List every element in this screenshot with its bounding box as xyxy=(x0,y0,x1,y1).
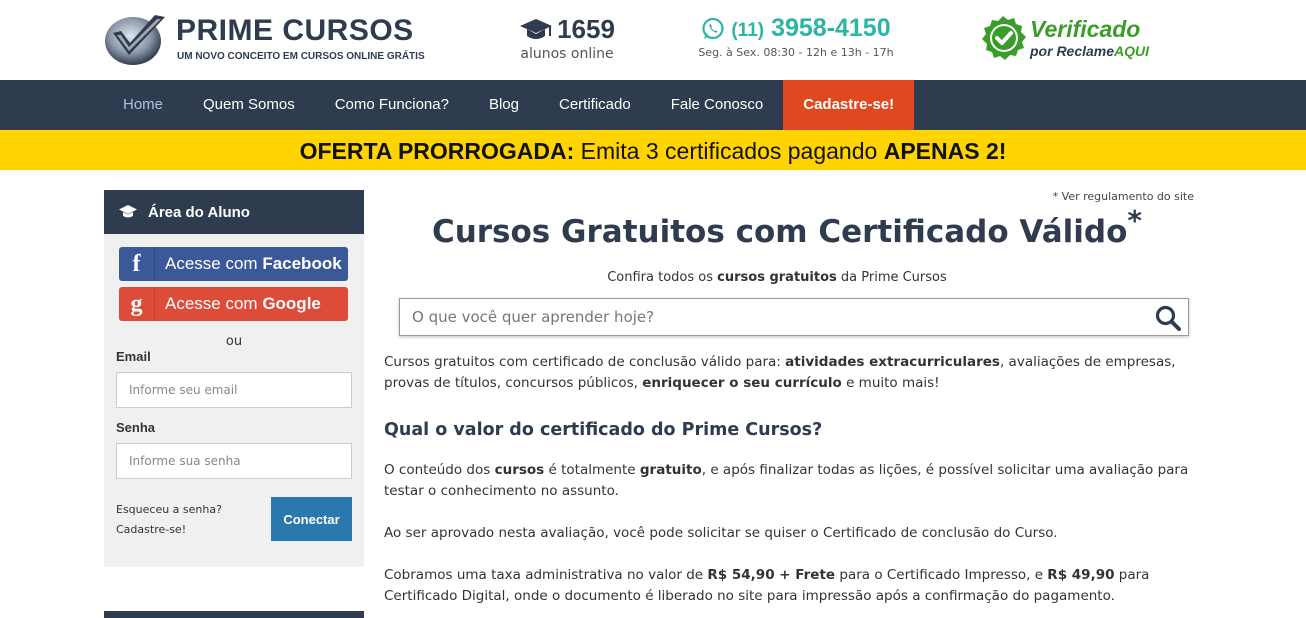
forgot-password-link[interactable]: Esqueceu a senha? xyxy=(116,503,222,516)
course-search xyxy=(399,298,1189,336)
certificate-value-heading: Qual o valor do certificado do Prime Cursos? xyxy=(384,420,823,440)
page-subtitle: Confira todos os cursos gratuitos da Prime Cursos xyxy=(607,270,947,285)
nav-como-funciona[interactable]: Como Funciona? xyxy=(334,96,449,113)
verified-brand: AQUI xyxy=(1114,43,1150,59)
title-asterisk: * xyxy=(1127,204,1143,237)
login-button[interactable]: Conectar xyxy=(271,497,352,541)
verified-by: por Reclame xyxy=(1030,43,1115,59)
nav-certificado[interactable]: Certificado xyxy=(558,96,631,113)
logo-title: PRIME CURSOS xyxy=(176,14,414,47)
email-field[interactable] xyxy=(116,372,352,408)
verified-subtitle xyxy=(1030,43,1149,59)
site-header xyxy=(0,0,1306,80)
intro-paragraph: Cursos gratuitos com certificado de conclusão válido para: atividades extracurriculares, avaliações de empresas, provas de títulos, concursos públicos, enriquecer o seu currículo e muito mais! xyxy=(384,354,1176,391)
graduation-cap-icon xyxy=(118,204,138,220)
whatsapp-icon xyxy=(701,17,725,41)
register-link[interactable]: Cadastre-se! xyxy=(116,523,187,536)
nav-cadastre-se[interactable]: Cadastre-se! xyxy=(783,80,914,130)
online-counter xyxy=(512,14,622,62)
nav-home[interactable]: Home xyxy=(123,96,164,113)
or-separator: ou xyxy=(225,334,243,349)
student-area-panel xyxy=(104,190,364,618)
search-icon[interactable] xyxy=(1154,304,1182,332)
account-links xyxy=(116,500,222,540)
site-logo[interactable] xyxy=(103,11,433,69)
logo-tagline: UM NOVO CONCEITO EM CURSOS ONLINE GRÁTIS xyxy=(177,51,425,62)
search-input[interactable] xyxy=(400,299,1140,335)
page-title: Cursos Gratuitos com Certificado Válido* xyxy=(431,204,1143,250)
promo-banner[interactable] xyxy=(0,130,1306,170)
google-icon: g xyxy=(119,287,155,321)
password-label: Senha xyxy=(116,420,156,435)
verified-title: Verificado xyxy=(1030,16,1141,42)
google-login-label: Acesse com Google xyxy=(165,294,321,313)
approval-paragraph: Ao ser aprovado nesta avaliação, você pode solicitar se quiser o Certificado de conclusão do Curso. xyxy=(384,525,1058,541)
content-paragraph: O conteúdo dos cursos é totalmente gratuito, e após finalizar todas as lições, é possível solicitar uma avaliação para testar o conhecimento no assunto. xyxy=(384,462,1189,499)
phone-number: 3958-4150 xyxy=(771,14,891,42)
phone-contact[interactable] xyxy=(696,14,896,59)
check-badge-icon xyxy=(978,14,1028,64)
phone-area: (11) xyxy=(731,20,765,41)
facebook-login-label: Acesse com Facebook xyxy=(165,254,342,273)
sidebar-gap xyxy=(104,567,364,611)
google-login-button[interactable] xyxy=(119,287,348,321)
facebook-login-button[interactable] xyxy=(119,247,348,281)
online-label: alunos online xyxy=(520,46,614,62)
password-field[interactable] xyxy=(116,443,352,479)
sidebar-next-panel xyxy=(104,611,364,618)
facebook-icon: f xyxy=(119,247,155,281)
graduation-cap-icon xyxy=(519,16,553,44)
logo-emblem-icon xyxy=(103,11,169,67)
fee-paragraph: Cobramos uma taxa administrativa no valor de R$ 54,90 + Frete para o Certificado Impresso, e R$ 49,90 para Certificado Digital, onde o documento é liberado no site para impressão após a confirmação do pagamento. xyxy=(384,567,1150,604)
promo-middle: Emita 3 certificados pagando xyxy=(574,138,884,164)
nav-fale-conosco[interactable]: Fale Conosco xyxy=(670,96,764,113)
nav-quem-somos[interactable]: Quem Somos xyxy=(203,96,295,113)
promo-highlight: APENAS 2! xyxy=(883,138,1007,164)
verified-badge[interactable] xyxy=(978,14,1168,66)
student-area-title: Área do Aluno xyxy=(148,203,250,221)
online-count: 1659 xyxy=(557,14,615,44)
regulation-note[interactable]: * Ver regulamento do site xyxy=(1052,190,1194,203)
phone-hours: Seg. à Sex. 08:30 - 12h e 13h - 17h xyxy=(698,46,894,59)
nav-blog[interactable]: Blog xyxy=(488,96,519,113)
student-area-header xyxy=(104,190,364,234)
main-nav xyxy=(0,80,1306,130)
promo-lead: OFERTA PRORROGADA: xyxy=(299,138,575,164)
email-label: Email xyxy=(116,349,151,364)
